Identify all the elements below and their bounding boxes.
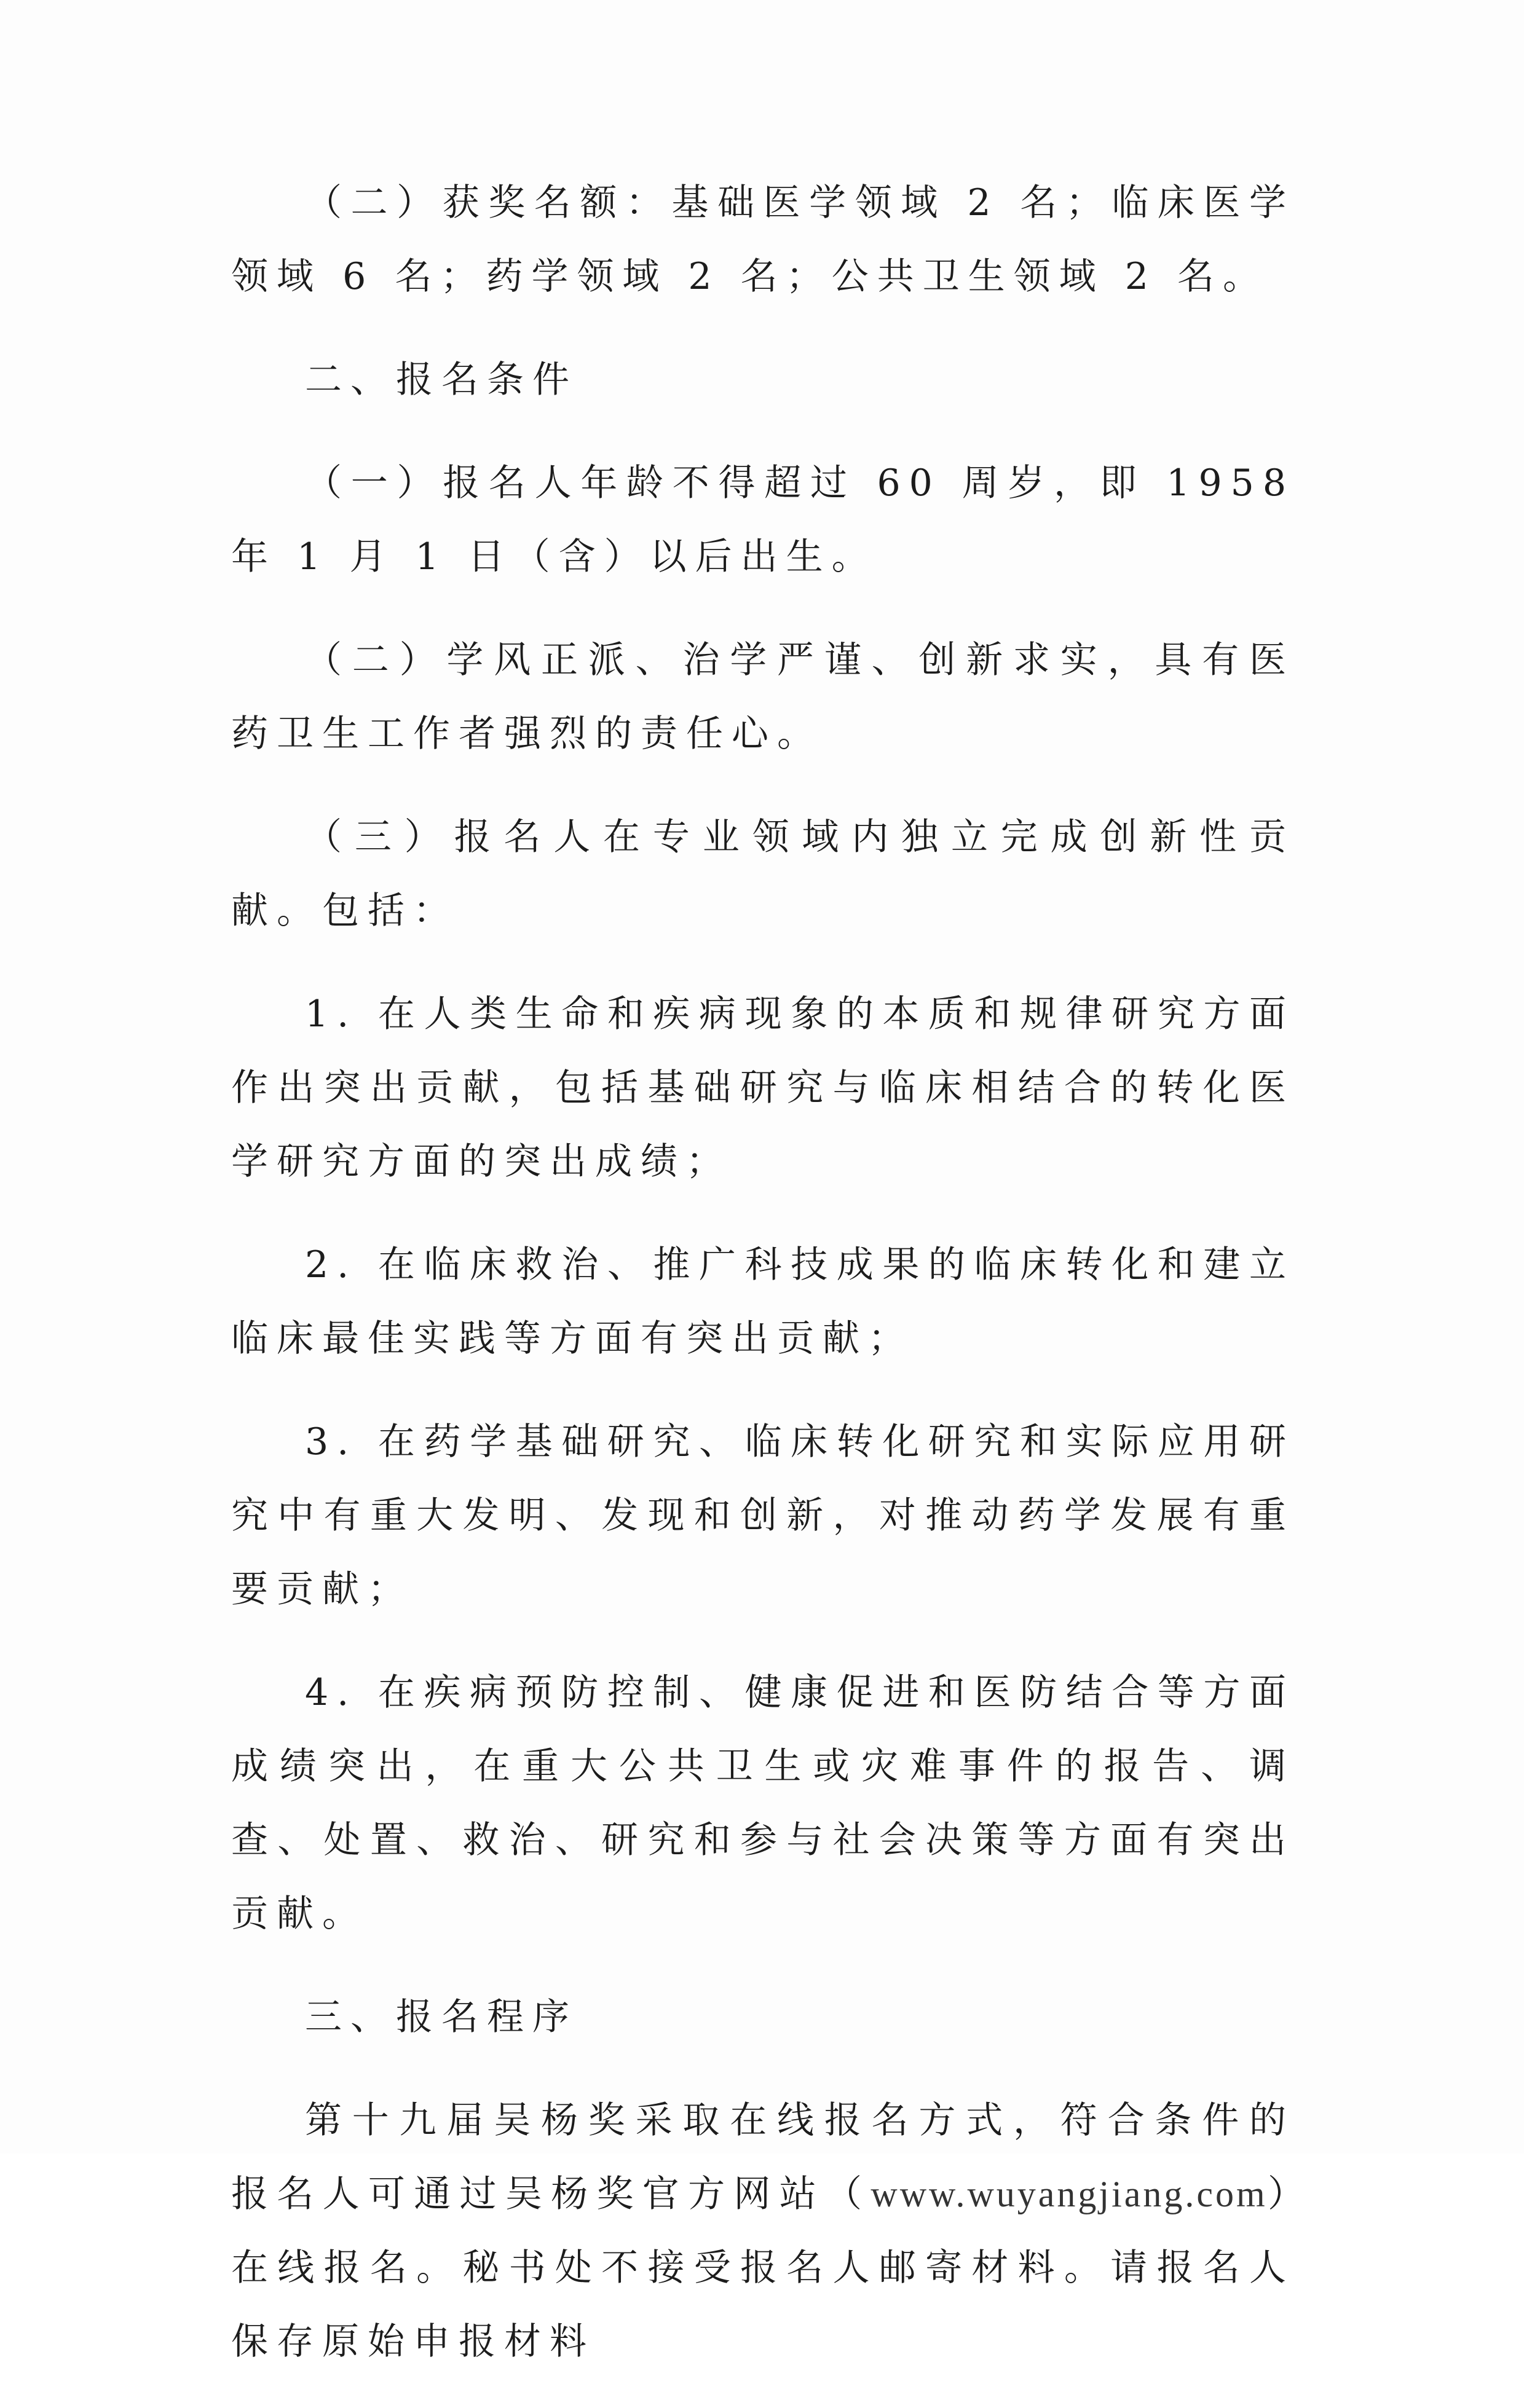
document-body — [231, 166, 1295, 2408]
paragraph-conduct-requirement: （二）学风正派、治学严谨、创新求实，具有医药卫生工作者强烈的责任心。 — [231, 639, 1295, 755]
paragraph-award-quota: （二）获奖名额：基础医学领域 2 名；临床医学领域 6 名；药学领域 2 名；公共卫生领域 2 名。 — [231, 181, 1295, 298]
section-heading-eligibility: 二、报名条件 — [305, 358, 578, 401]
list-item-pharmacy: 3. 在药学基础研究、临床转化研究和实际应用研究中有重大发明、发现和创新，对推动药学发展有重要贡献； — [231, 1420, 1295, 1611]
paragraph-age-requirement: （一）报名人年龄不得超过 60 周岁，即 1958 年 1 月 1 日（含）以后出生。 — [231, 462, 1295, 578]
list-item-public-health: 4. 在疾病预防控制、健康促进和医防结合等方面成绩突出，在重大公共卫生或灾难事件的报告、调查、处置、救治、研究和参与社会决策等方面有突出贡献。 — [231, 1671, 1295, 1935]
website-url: www.wuyangjiang.com — [871, 2174, 1268, 2214]
paragraph-contribution-requirement: （三）报名人在专业领域内独立完成创新性贡献。包括： — [231, 816, 1295, 932]
registration-text-end: ）在线报名。秘书处不接受报名人邮寄材料。请报名人保存原始申报材料 — [231, 2173, 1295, 2363]
registration-text-start: 第十九届吴杨奖采取在线报名方式，符合条件的报名人可通过吴杨奖官方网站（ — [231, 2099, 1295, 2216]
list-item-basic-medicine: 1. 在人类生命和疾病现象的本质和规律研究方面作出突出贡献，包括基础研究与临床相结合的转化医学研究方面的突出成绩； — [231, 993, 1295, 1183]
paragraph-online-registration — [231, 2083, 1295, 2378]
list-item-clinical-medicine: 2. 在临床救治、推广科技成果的临床转化和建立临床最佳实践等方面有突出贡献； — [231, 1243, 1295, 1360]
section-heading-procedure: 三、报名程序 — [305, 1996, 578, 2039]
